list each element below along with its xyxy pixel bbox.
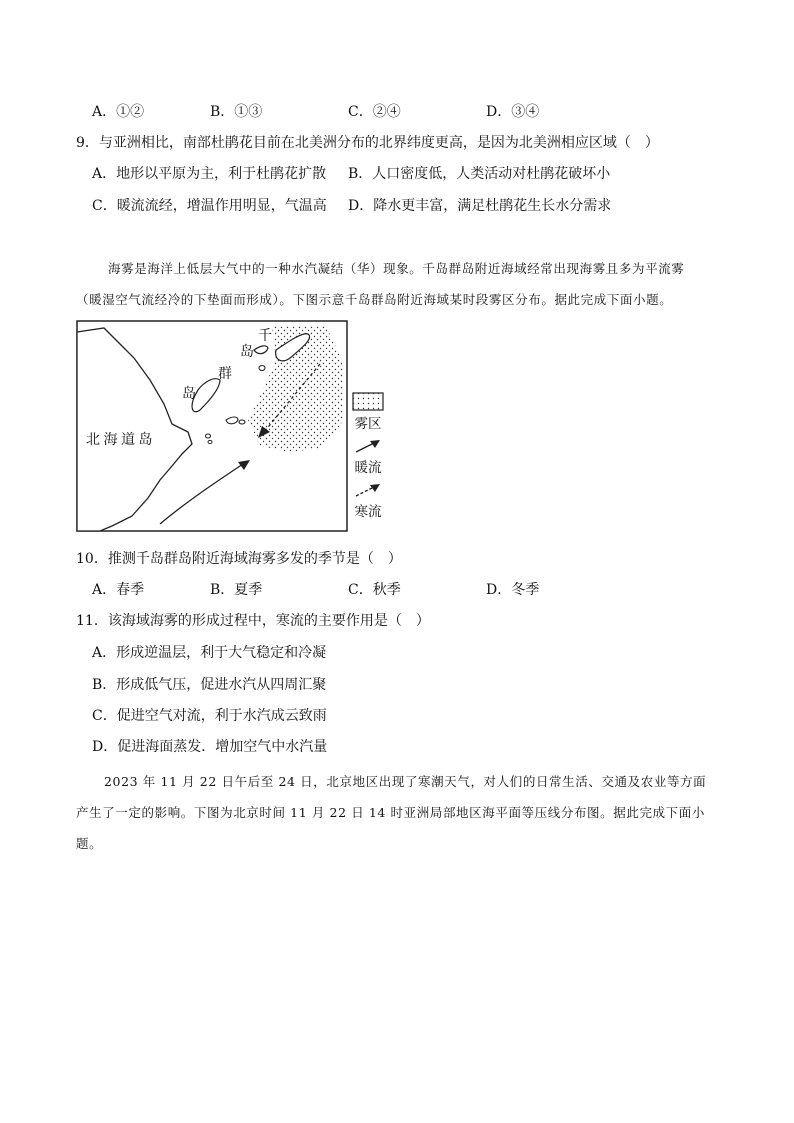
- legend-warm-arrow: [352, 436, 384, 456]
- q11-option-a: A．形成逆温层，利于大气稳定和冷凝: [92, 645, 327, 661]
- q11-option-b: B．形成低气压，促进水汽从四周汇聚: [92, 677, 327, 693]
- kuril-islet-1: [259, 366, 265, 371]
- q10-option-c: C．秋季: [348, 582, 401, 598]
- label-dao-1: 岛: [240, 345, 254, 360]
- label-qian: 千: [258, 329, 272, 344]
- passage-sea-fog-line2: （暖湿空气流经冷的下垫面而形成）。下图示意千岛群岛附近海域某时段雾区分布。据此完成下面小题。: [76, 292, 673, 307]
- kuril-fog-map: [76, 320, 348, 532]
- q9-option-a: A．地形以平原为主，利于杜鹃花扩散: [92, 166, 327, 182]
- passage-cold-wave-line1: 2023 年 11 月 22 日午后至 24 日，北京地区出现了寒潮天气，对人们的日常生活、交通及农业等方面: [104, 774, 707, 789]
- q9-option-b: B．人口密度低，人类活动对杜鹃花破坏小: [348, 166, 611, 182]
- q9-option-d: D．降水更丰富，满足杜鹃花生长水分需求: [348, 198, 612, 214]
- passage-sea-fog: [76, 253, 726, 315]
- q10-stem: 10．推测千岛群岛附近海域海雾多发的季节是（ ）: [76, 551, 402, 567]
- label-dao-2: 岛: [182, 387, 196, 402]
- passage-cold-wave-line2: 产生了一定的影响。下图为北京时间 11 月 22 日 14 时亚洲局部地区海平面等压线分布图。据此完成下面小: [76, 805, 705, 820]
- q10-option-b: B．夏季: [210, 582, 263, 598]
- q11-option-d: D．促进海面蒸发．增加空气中水汽量: [92, 739, 328, 755]
- legend-fog-swatch: [352, 392, 384, 412]
- legend-fog-label: 雾区: [354, 416, 382, 432]
- kuril-islet-2: [239, 420, 245, 424]
- q8-option-d: D．③④: [486, 104, 540, 120]
- passage-cold-wave: [76, 766, 736, 859]
- q8-option-b: B．①③: [210, 104, 263, 120]
- kuril-islet-4: [208, 440, 212, 443]
- q9-stem: 9．与亚洲相比，南部杜鹃花目前在北美洲分布的北界纬度更高，是因为北美洲相应区域（ ）: [76, 135, 659, 151]
- passage-sea-fog-line1: 海雾是海洋上低层大气中的一种水汽凝结（华）现象。千岛群岛附近海域经常出现海雾且多为平流雾: [108, 261, 685, 276]
- q8-option-a: A．①②: [92, 104, 145, 120]
- kuril-islet-3: [206, 434, 211, 438]
- legend-warm-label: 暖流: [354, 460, 382, 476]
- label-qun: 群: [218, 367, 232, 382]
- passage-cold-wave-line3: 题。: [76, 836, 103, 851]
- q10-option-a: A．春季: [92, 582, 145, 598]
- q8-option-c: C．②④: [348, 104, 401, 120]
- q10-option-d: D．冬季: [486, 582, 540, 598]
- legend-cold-arrow: [352, 480, 384, 500]
- q9-option-c: C．暖流流经，增温作用明显，气温高: [92, 198, 327, 214]
- legend-cold-label: 寒流: [354, 504, 382, 520]
- map-legend: [348, 390, 388, 520]
- q11-stem: 11．该海域海雾的形成过程中，寒流的主要作用是（ ）: [76, 613, 430, 629]
- label-hokkaido: 北 海 道 岛: [86, 433, 153, 448]
- q11-option-c: C．促进空气对流，利于水汽成云致雨: [92, 708, 327, 724]
